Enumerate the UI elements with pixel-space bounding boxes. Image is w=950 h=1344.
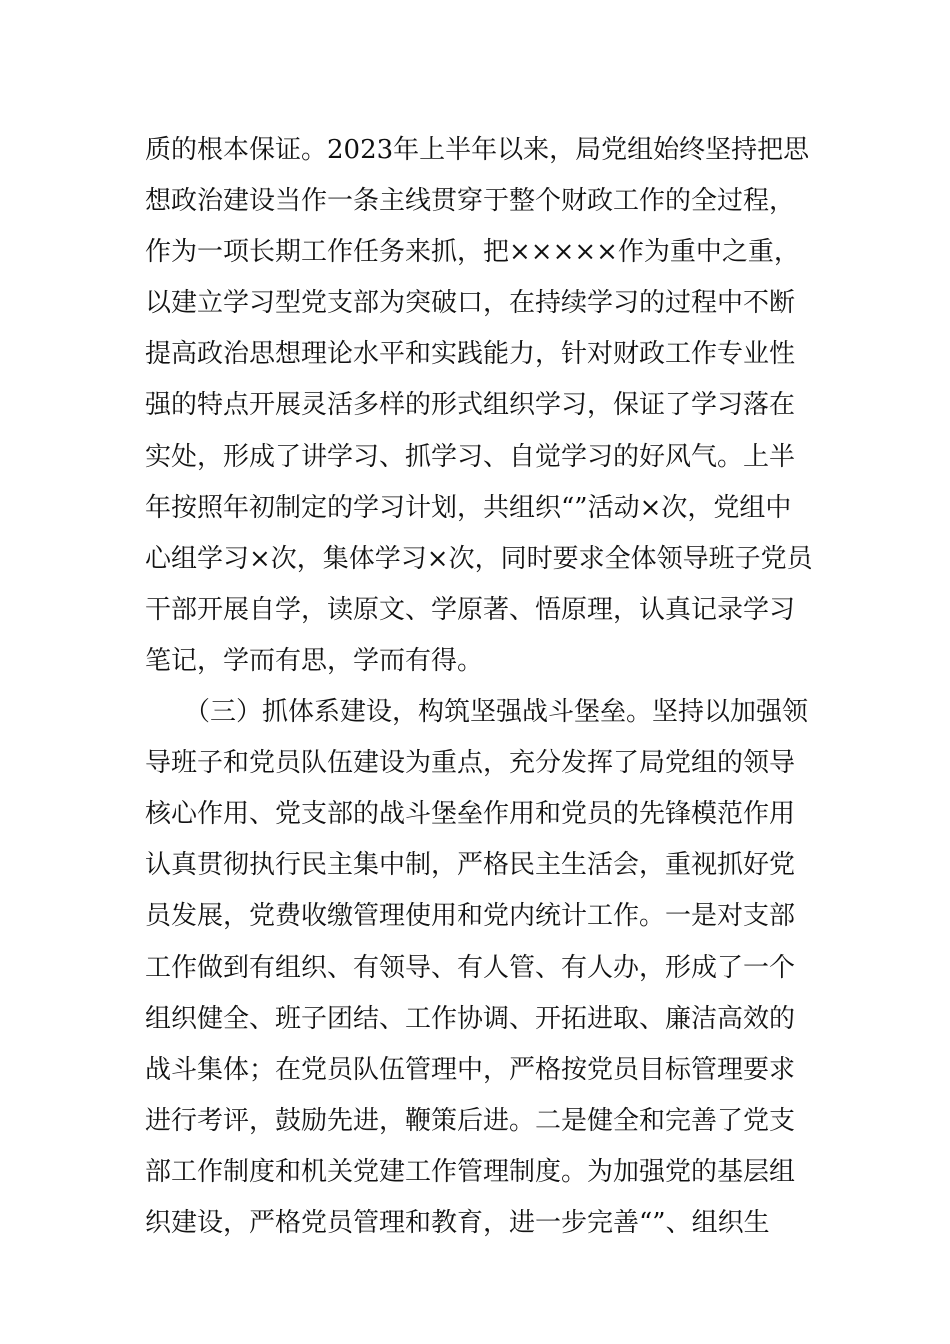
text-line: 员发展，党费收缴管理使用和党内统计工作。一是对支部	[145, 901, 796, 932]
text-line: 作为一项长期工作任务来抓，把×××××作为重中之重，	[145, 237, 800, 268]
text-line: 提高政治思想理论水平和实践能力，针对财政工作专业性	[145, 339, 796, 370]
text-line: 想政治建设当作一条主线贯穿于整个财政工作的全过程，	[145, 186, 796, 217]
text-line: 实处，形成了讲学习、抓学习、自觉学习的好风气。上半	[145, 441, 796, 472]
section-heading-line: （三）抓体系建设，构筑坚强战斗堡垒。坚持以加强领	[145, 697, 809, 728]
text-line: 心组学习×次，集体学习×次，同时要求全体领导班子党员	[145, 543, 813, 574]
text-line: 笔记，学而有思，学而有得。	[145, 645, 484, 676]
text-line: 进行考评，鼓励先进，鞭策后进。二是健全和完善了党支	[145, 1105, 796, 1136]
text-line: 强的特点开展灵活多样的形式组织学习，保证了学习落在	[145, 390, 796, 421]
text-line: 导班子和党员队伍建设为重点，充分发挥了局党组的领导	[145, 748, 796, 779]
text-line: 干部开展自学，读原文、学原著、悟原理，认真记录学习	[145, 594, 796, 625]
text-line: 部工作制度和机关党建工作管理制度。为加强党的基层组	[145, 1156, 796, 1187]
text-line: 战斗集体；在党员队伍管理中，严格按党员目标管理要求	[145, 1054, 796, 1085]
text-line: 质的根本保证。2023年上半年以来，局党组始终坚持把思	[145, 135, 810, 165]
text-line: 年按照年初制定的学习计划，共组织“”活动×次，党组中	[145, 492, 792, 523]
text-line: 织建设，严格党员管理和教育，进一步完善“”、组织生	[145, 1207, 770, 1238]
text-line: 组织健全、班子团结、工作协调、开拓进取、廉洁高效的	[145, 1003, 796, 1034]
text-line: 工作做到有组织、有领导、有人管、有人办，形成了一个	[145, 952, 796, 983]
body-text	[145, 125, 815, 1249]
text-line: 以建立学习型党支部为突破口，在持续学习的过程中不断	[145, 288, 796, 319]
text-line: 认真贯彻执行民主集中制，严格民主生活会，重视抓好党	[145, 850, 796, 881]
text-line: 核心作用、党支部的战斗堡垒作用和党员的先锋模范作用	[145, 799, 796, 830]
